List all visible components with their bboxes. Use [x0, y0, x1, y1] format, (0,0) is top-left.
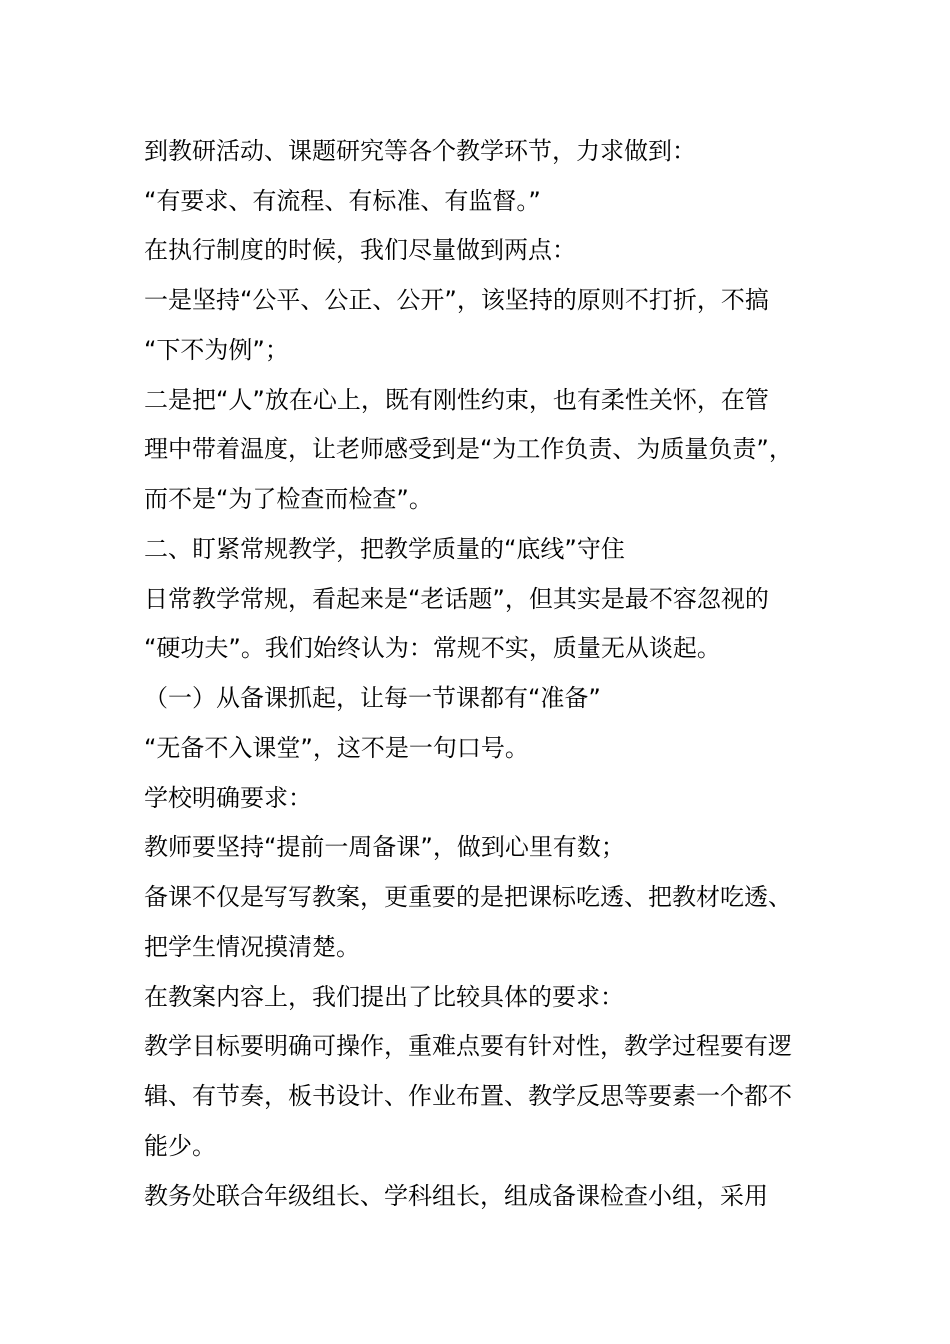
text-line: 辑、有节奏，板书设计、作业布置、教学反思等要素一个都不 [144, 1082, 792, 1110]
text-line: 教学目标要明确可操作，重难点要有针对性，教学过程要有逻 [144, 1032, 792, 1060]
text-line: “有要求、有流程、有标准、有监督。” [144, 187, 541, 215]
text-line: “硬功夫”。我们始终认为：常规不实，质量无从谈起。 [144, 634, 721, 662]
text-line: 一是坚持“公平、公正、公开”，该坚持的原则不打折，不搞 [144, 286, 769, 314]
subsection-heading: （一）从备课抓起，让每一节课都有“准备” [144, 684, 601, 712]
text-line: 学校明确要求： [144, 784, 312, 812]
text-line: 教务处联合年级组长、学科组长，组成备课检查小组，采用 [144, 1182, 768, 1210]
text-line: 备课不仅是写写教案，更重要的是把课标吃透、把教材吃透、 [144, 883, 792, 911]
text-line: 在教案内容上，我们提出了比较具体的要求： [144, 983, 624, 1011]
section-heading: 二、盯紧常规教学，把教学质量的“底线”守住 [144, 535, 625, 563]
text-line: “无备不入课堂”，这不是一句口号。 [144, 734, 529, 762]
text-line: 能少。 [144, 1132, 216, 1160]
text-line: 到教研活动、课题研究等各个教学环节，力求做到： [144, 137, 696, 165]
text-line: 在执行制度的时候，我们尽量做到两点： [144, 236, 576, 264]
text-line: 理中带着温度，让老师感受到是“为工作负责、为质量负责”， [144, 435, 793, 463]
text-line: 而不是“为了检查而检查”。 [144, 485, 433, 513]
text-line: 日常教学常规，看起来是“老话题”，但其实是最不容忽视的 [144, 585, 769, 613]
text-line: 二是把“人”放在心上，既有刚性约束，也有柔性关怀，在管 [144, 386, 769, 414]
text-line: 教师要坚持“提前一周备课”，做到心里有数； [144, 833, 625, 861]
text-line: “下不为例”； [144, 336, 289, 364]
text-line: 把学生情况摸清楚。 [144, 933, 360, 961]
